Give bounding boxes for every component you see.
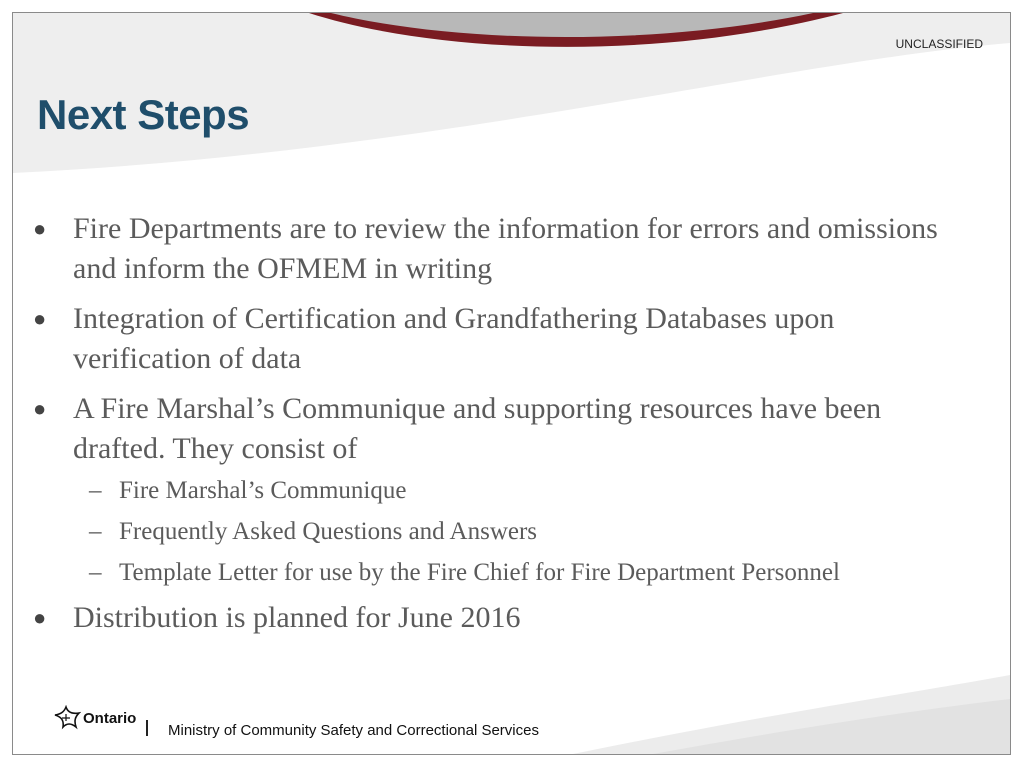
dash-icon: –	[89, 477, 102, 504]
dash-icon: –	[89, 518, 102, 545]
classification-label: UNCLASSIFIED	[895, 37, 983, 51]
ontario-logo	[51, 705, 136, 731]
sub-list-item	[33, 516, 973, 548]
bullet-dot-icon: ●	[33, 216, 47, 241]
dash-icon: –	[89, 559, 102, 586]
list-item	[33, 389, 973, 469]
list-item-text: A Fire Marshal’s Communique and supporting resources have been drafted. They consist of	[73, 392, 882, 465]
list-item-text: Fire Departments are to review the information for errors and omissions and inform the OFMEM in writing	[73, 212, 938, 285]
bullet-dot-icon: ●	[33, 306, 47, 331]
sub-list-item-text: Fire Marshal’s Communique	[119, 477, 407, 504]
list-item-text: Integration of Certification and Grandfathering Databases upon verification of data	[73, 302, 835, 375]
logo-text: Ontario	[83, 709, 137, 727]
bullet-dot-icon: ●	[33, 605, 47, 630]
slide	[12, 12, 1011, 755]
list-item-text: Distribution is planned for June 2016	[73, 601, 521, 634]
trillium-logo-icon	[51, 705, 81, 731]
sub-list-item	[33, 475, 973, 507]
ministry-name: Ministry of Community Safety and Correctional Services	[168, 722, 539, 739]
list-item	[33, 299, 973, 379]
list-item	[33, 209, 973, 289]
sub-list-item-text: Frequently Asked Questions and Answers	[119, 518, 538, 545]
bullet-dot-icon: ●	[33, 396, 47, 421]
sub-list-item	[33, 557, 973, 589]
page-title: Next Steps	[37, 91, 250, 138]
bullet-list	[33, 209, 973, 648]
sub-list-item-text: Template Letter for use by the Fire Chief for Fire Department Personnel	[119, 559, 840, 586]
footer-divider	[146, 720, 148, 736]
list-item	[33, 598, 973, 638]
